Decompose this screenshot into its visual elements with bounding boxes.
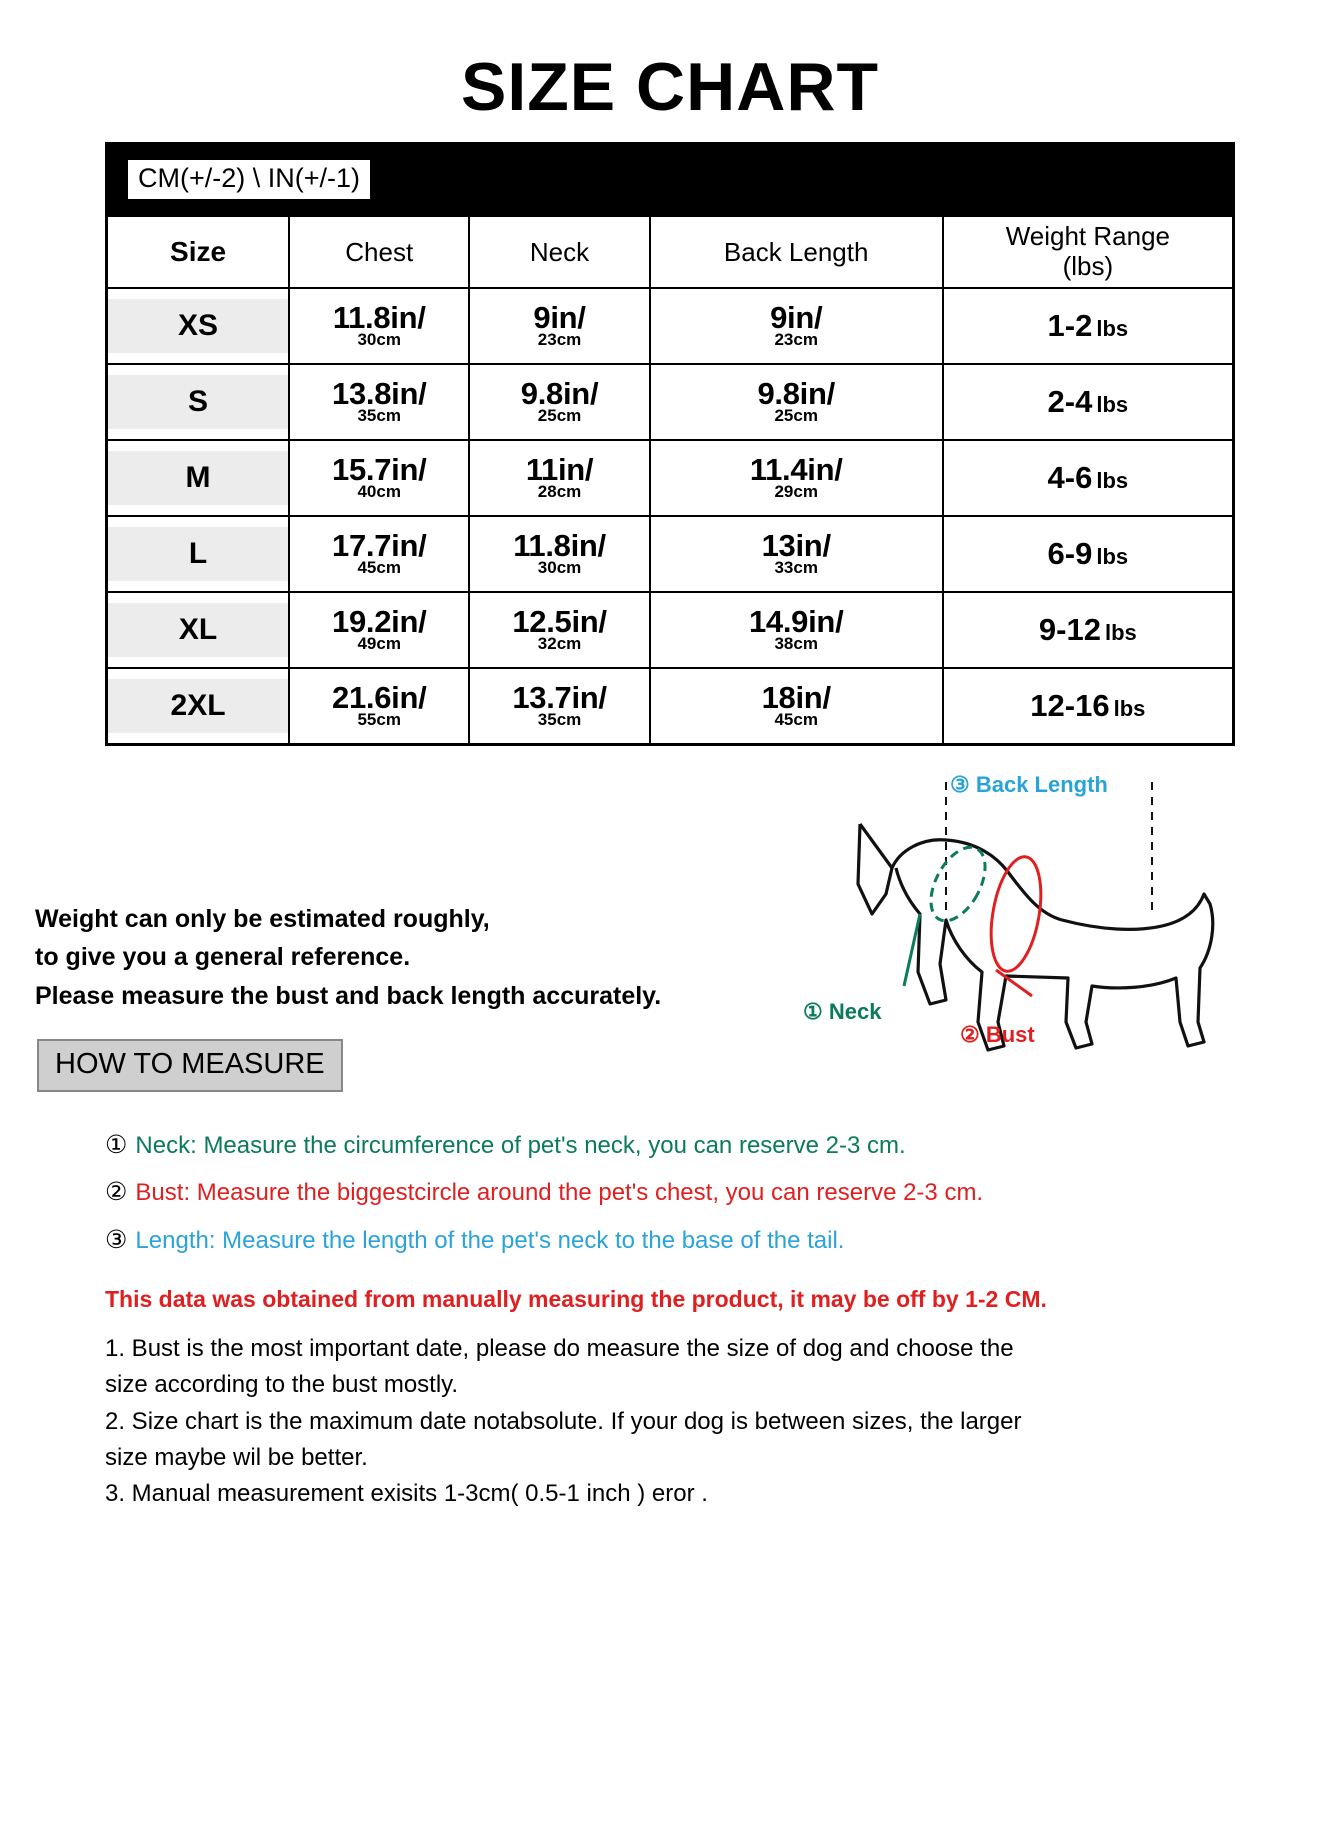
footnote-line-2: size according to the bust mostly. — [105, 1371, 459, 1399]
chest-inches: 17.7in/ — [332, 528, 427, 563]
back-cm: 29cm — [774, 482, 818, 501]
weight-value: 2-4 — [1047, 384, 1093, 419]
back-cm: 23cm — [774, 330, 818, 349]
cell-size — [107, 516, 290, 592]
neck-inches: 9.8in/ — [520, 376, 599, 411]
neck-cm: 30cm — [537, 558, 582, 577]
chest-cm: 45cm — [357, 558, 401, 577]
table-row — [107, 440, 1234, 516]
chest-inches: 13.8in/ — [332, 376, 427, 411]
weight-value: 4-6 — [1047, 460, 1093, 495]
header-weight-range — [943, 216, 1234, 289]
notes-and-diagram — [35, 772, 1235, 1104]
back-inches: 11.4in/ — [749, 452, 843, 487]
weight-value: 12-16 — [1030, 688, 1110, 723]
back-inches: 18in/ — [761, 680, 831, 715]
estimate-notes — [35, 904, 695, 1019]
size-table — [105, 214, 1235, 746]
weight-unit: lbs — [1096, 316, 1129, 341]
chest-inches: 15.7in/ — [332, 452, 427, 487]
measure-item-length — [105, 1225, 1235, 1256]
size-chip: 2XL — [108, 679, 288, 733]
cell-back-length — [650, 668, 943, 745]
cell-neck — [469, 592, 649, 668]
footnotes — [105, 1333, 1235, 1511]
cell-size — [107, 440, 290, 516]
units-label: CM(+/-2) \ IN(+/-1) — [126, 158, 372, 202]
back-inches: 13in/ — [761, 528, 831, 563]
weight-unit: lbs — [1096, 544, 1129, 569]
label-bust: ② Bust — [960, 1022, 1035, 1047]
cell-back-length — [650, 364, 943, 440]
cell-chest — [289, 288, 469, 364]
size-chart-page — [0, 48, 1340, 1833]
header-neck: Neck — [469, 216, 649, 289]
cell-neck — [469, 364, 649, 440]
back-cm: 45cm — [774, 710, 818, 729]
neck-inches: 11in/ — [525, 452, 594, 487]
back-cm: 38cm — [774, 634, 818, 653]
neck-inches: 11.8in/ — [513, 528, 606, 563]
label-back-length: ③ Back Length — [950, 772, 1108, 797]
dog-measurement-diagram — [800, 764, 1280, 1094]
back-inches: 14.9in/ — [748, 604, 844, 639]
cell-size — [107, 592, 290, 668]
table-row — [107, 288, 1234, 364]
cell-back-length — [650, 288, 943, 364]
cell-neck — [469, 440, 649, 516]
chest-cm: 35cm — [357, 406, 401, 425]
cell-chest — [289, 364, 469, 440]
cell-neck — [469, 288, 649, 364]
cell-weight — [943, 592, 1234, 668]
cell-size — [107, 668, 290, 745]
measure-item-neck — [105, 1130, 1235, 1161]
units-bar — [105, 142, 1235, 214]
size-chip: S — [108, 375, 288, 429]
header-weight-line2: (lbs) — [1062, 251, 1114, 281]
dog-illustration-svg — [800, 764, 1280, 1094]
measure-item-bust-text: Bust: Measure the biggestcircle around the pet's chest, you can reserve 2-3 cm. — [135, 1179, 984, 1207]
chest-cm: 40cm — [357, 482, 401, 501]
chest-inches: 11.8in/ — [332, 300, 426, 335]
footnote-line-1: 1. Bust is the most important date, please do measure the size of dog and choose the — [105, 1334, 1014, 1362]
chest-cm: 30cm — [357, 330, 401, 349]
note-line-3: Please measure the bust and back length accurately. — [35, 981, 662, 1010]
header-weight-line1: Weight Range — [1005, 221, 1170, 252]
label-neck: ① Neck — [803, 999, 882, 1024]
neck-cm: 25cm — [537, 406, 582, 425]
how-to-measure-banner: HOW TO MEASURE — [37, 1039, 343, 1092]
weight-value: 1-2 — [1047, 308, 1093, 343]
cell-neck — [469, 516, 649, 592]
measure-item-neck-text: Neck: Measure the circumference of pet's neck, you can reserve 2-3 cm. — [135, 1132, 906, 1159]
chest-cm: 55cm — [357, 710, 401, 729]
footnote-line-4: size maybe wil be better. — [105, 1443, 368, 1471]
table-header — [107, 216, 1234, 289]
footnote-line-3: 2. Size chart is the maximum date notabsolute. If your dog is between sizes, the larger — [105, 1407, 1022, 1435]
cell-size — [107, 288, 290, 364]
table-body — [107, 288, 1234, 745]
neck-cm: 23cm — [537, 330, 582, 349]
weight-unit: lbs — [1113, 696, 1146, 721]
weight-unit: lbs — [1104, 620, 1137, 645]
size-chip: XS — [108, 299, 288, 353]
neck-inches: 12.5in/ — [512, 604, 607, 639]
cell-back-length — [650, 516, 943, 592]
cell-chest — [289, 516, 469, 592]
back-inches: 9in/ — [770, 300, 823, 335]
neck-cm: 32cm — [537, 634, 582, 653]
neck-inches: 13.7in/ — [512, 680, 607, 715]
size-chip: M — [108, 451, 288, 505]
header-chest: Chest — [289, 216, 469, 289]
table-row — [107, 668, 1234, 745]
weight-unit: lbs — [1096, 392, 1129, 417]
marker-3-icon: ③ — [105, 1225, 128, 1254]
cell-weight — [943, 516, 1234, 592]
cell-chest — [289, 592, 469, 668]
neck-inches: 9in/ — [533, 300, 586, 335]
marker-1-icon: ① — [105, 1131, 128, 1159]
table-row — [107, 516, 1234, 592]
cell-weight — [943, 668, 1234, 745]
measure-item-length-text: Length: Measure the length of the pet's neck to the base of the tail. — [135, 1226, 845, 1254]
measure-instructions — [105, 1130, 1235, 1256]
neck-cm: 28cm — [537, 482, 582, 501]
cell-back-length — [650, 592, 943, 668]
table-row — [107, 364, 1234, 440]
chest-inches: 19.2in/ — [332, 604, 427, 639]
cell-neck — [469, 668, 649, 745]
weight-value: 6-9 — [1047, 536, 1093, 571]
neck-cm: 35cm — [537, 710, 582, 729]
size-chip: XL — [108, 603, 288, 657]
accuracy-warning: This data was obtained from manually measuring the product, it may be off by 1-2 CM. — [105, 1285, 1047, 1312]
cell-size — [107, 364, 290, 440]
header-size: Size — [107, 216, 290, 289]
cell-weight — [943, 288, 1234, 364]
cell-weight — [943, 364, 1234, 440]
marker-2-icon: ② — [105, 1178, 128, 1207]
weight-value: 9-12 — [1038, 612, 1101, 647]
note-line-1: Weight can only be estimated roughly, — [35, 905, 490, 933]
chest-cm: 49cm — [357, 634, 401, 653]
cell-weight — [943, 440, 1234, 516]
measure-item-bust — [105, 1177, 1235, 1208]
table-header-row — [107, 216, 1234, 289]
table-row — [107, 592, 1234, 668]
footnote-line-5: 3. Manual measurement exisits 1-3cm( 0.5-1 inch ) eror . — [105, 1480, 708, 1508]
cell-chest — [289, 440, 469, 516]
size-chip: L — [108, 527, 288, 581]
note-line-2: to give you a general reference. — [35, 943, 411, 972]
cell-chest — [289, 668, 469, 745]
back-inches: 9.8in/ — [757, 376, 835, 411]
chest-inches: 21.6in/ — [332, 680, 427, 715]
page-title: SIZE CHART — [461, 49, 879, 125]
back-cm: 33cm — [774, 558, 818, 577]
weight-unit: lbs — [1096, 468, 1129, 493]
header-back-length: Back Length — [650, 216, 943, 289]
back-cm: 25cm — [774, 406, 818, 425]
cell-back-length — [650, 440, 943, 516]
